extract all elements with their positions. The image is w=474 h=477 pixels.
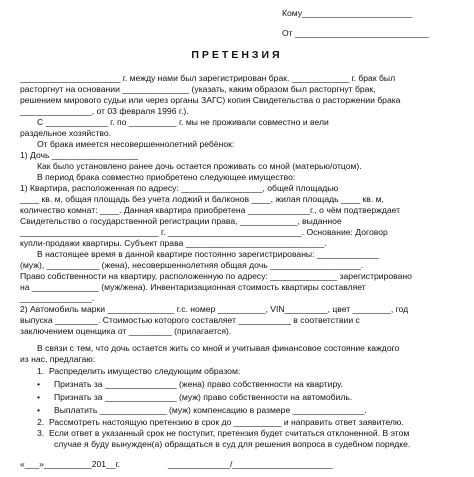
- paragraph-line: расторгнут на основании ______________ (указать, каким образом был расторгнут брак,: [20, 84, 376, 94]
- paragraph-line: из нас, предлагаю:: [20, 354, 96, 364]
- paragraph-line: на ______________ (муж/жена). Инвентаризационная стоимость квартиры составляет: [20, 282, 366, 292]
- paragraph-line: От брака имеется несовершеннолетний ребёнок:: [37, 139, 235, 149]
- paragraph-line: Право собственности на квартиру, расположенную по адресу: ______________ зарегистрировано: [20, 271, 412, 281]
- paragraph-line: В настоящее время в данной квартире постоянно зарегистрированы: _____________: [37, 249, 380, 259]
- paragraph-line: _____________________ г. между нами был зарегистрирован брак. ____________ г. брак был: [20, 73, 396, 83]
- recipient-line: Кому_______________________: [282, 8, 413, 18]
- list-item-3: 3. Если ответ в указанный срок не поступит, претензия будет считаться отклоненной. В этом: [37, 428, 410, 438]
- paragraph-line: заключением оценщика от _________ (прилагается).: [20, 326, 232, 336]
- paragraph-line: купли-продажи квартиры. Субъект права _____________________________.: [20, 238, 327, 248]
- document-title: ПРЕТЕНЗИЯ: [191, 49, 283, 61]
- paragraph-line: _______________.: [20, 293, 95, 303]
- paragraph-line: раздельное хозяйство.: [20, 128, 112, 138]
- paragraph-line: количество комнат: ____. Данная квартира приобретена _____________г., о чём подтверждает: [20, 205, 401, 215]
- paragraph-line: _____________________________ г. ____________________________. Основание: Договор: [20, 227, 388, 237]
- list-item-2: 2. Рассмотреть настоящую претензию в срок до __________ и направить ответ заявителю.: [37, 417, 404, 427]
- paragraph-line: 1) Квартира, расположенная по адресу: _________________, общей площадью: [20, 183, 339, 193]
- paragraph-line: ____ кв. м, общая площадь без учета лоджий и балконов ____, жилая площадь ____ кв. м,: [20, 194, 384, 204]
- bullet-icon: •: [37, 379, 41, 389]
- sender-line: От ____________________________: [282, 28, 429, 38]
- paragraph-line: выпуска _________. Стоимостью которого составляет ___________ в соответствии с: [20, 315, 360, 325]
- bullet-icon: •: [37, 405, 41, 415]
- list-item-3-cont: случае я буду вынужден(а) обращаться в суд для решения вопроса в судебном порядке.: [54, 439, 411, 449]
- paragraph-line: 2) Автомобиль марки ______________ г.с. номер __________, VIN_________, цвет ________, год: [20, 304, 409, 314]
- signature-line: «___»__________201__г. _____________/_____________________: [20, 459, 333, 469]
- paragraph-line: (муж), ___________ (жена), несовершеннолетняя общая дочь ___________________.: [20, 260, 364, 270]
- paragraph-line: решением мирового судьи или через органы ЗАГС) копия Свидетельства о расторжении брака: [20, 95, 401, 105]
- paragraph-line: 1) Дочь __________________: [20, 150, 138, 160]
- bullet-item: Признать за _______________ (жена) право собственности на квартиру.: [54, 379, 343, 389]
- paragraph-line: _______________, от 03 февраля 1996 г.).: [20, 106, 189, 116]
- bullet-item: Признать за _______________ (муж) право собственности на автомобиль.: [54, 392, 353, 402]
- paragraph-line: Свидетельство о государственной регистрации права, ____________, выданное: [20, 216, 342, 226]
- paragraph-line: В период брака совместно приобретено следующее имущество:: [37, 172, 296, 182]
- bullet-item: Выплатить ______________ (муж) компенсацию в размере _______________.: [54, 405, 367, 415]
- bullet-icon: •: [37, 392, 41, 402]
- paragraph-line: С _____________ г. по __________ г. мы не проживали совместно и вели: [37, 117, 329, 127]
- paragraph-line: Как было установлено ранее дочь остается проживать со мной (матерью/отцом).: [37, 161, 362, 171]
- paragraph-line: В связи с тем, что дочь остается жить со мной и учитывая финансовое состояние каждого: [37, 343, 400, 353]
- list-item-1: 1. Распределить имущество следующим образом:: [37, 366, 241, 376]
